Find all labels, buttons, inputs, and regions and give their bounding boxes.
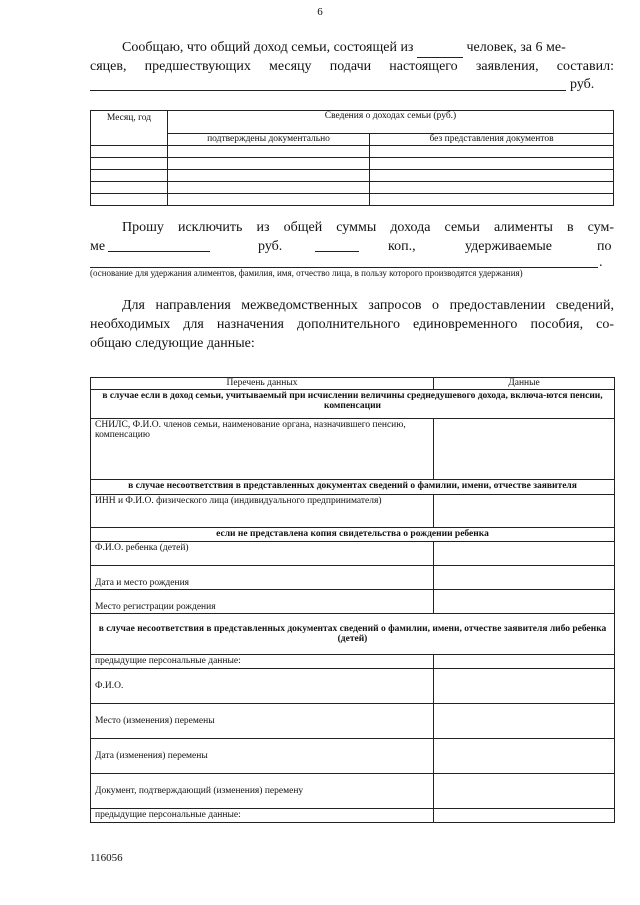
row-registration: Место регистрации рождения	[91, 590, 434, 614]
row-previous-data-2: предыдущие персональные данные:	[91, 809, 434, 823]
intro-rub: руб.	[570, 77, 595, 92]
row-previous-data-2-value	[434, 809, 615, 823]
income-sub-confirmed: подтверждены документально	[168, 134, 370, 146]
intro-line-2: сяцев, предшествующих месяцу подачи настоящего заявления, составил:	[90, 59, 614, 74]
alimony-kop: коп.,	[388, 239, 416, 254]
income-row	[91, 170, 614, 182]
income-col-info: Сведения о доходах семьи (руб.)	[168, 111, 614, 134]
footer-code: 116056	[90, 852, 123, 864]
income-col-month: Месяц, год	[91, 111, 168, 146]
row-change-date-value	[434, 739, 615, 774]
intro-line-1-end: человек, за 6 ме-	[466, 40, 566, 55]
row-change-document-value	[434, 774, 615, 809]
intro-line-1-start: Сообщаю, что общий доход семьи, состоящей из	[122, 40, 414, 55]
row-change-document: Документ, подтверждающий (изменения) перемену	[91, 774, 434, 809]
income-row	[91, 182, 614, 194]
alimony-line-1: Прошу исключить из общей суммы дохода семьи алименты в сум-	[122, 220, 614, 235]
income-table	[90, 110, 614, 206]
row-inn: ИНН и Ф.И.О. физического лица (индивидуального предпринимателя)	[91, 495, 434, 528]
section-applicant-child-mismatch: в случае несоответствия в представленных документах сведений о фамилии, имени, отчестве заявителя либо ребенка (детей)	[91, 614, 615, 655]
row-birth: Дата и место рождения	[91, 566, 434, 590]
page-number: 6	[317, 6, 323, 18]
row-registration-value	[434, 590, 615, 614]
row-change-place: Место (изменения) перемены	[91, 704, 434, 739]
section-pensions: в случае если в доход семьи, учитываемый при исчислении величины среднедушевого дохода, включа-ются пенсии, компенсации	[91, 390, 615, 419]
income-row	[91, 194, 614, 206]
row-inn-value	[434, 495, 615, 528]
income-row	[91, 158, 614, 170]
data-col-list: Перечень данных	[91, 378, 434, 390]
requests-line-3: общаю следующие данные:	[90, 336, 255, 351]
alimony-rub: руб.	[258, 239, 283, 254]
alimony-rub-blank	[108, 251, 210, 252]
income-sub-unconfirmed: без представления документов	[370, 134, 614, 146]
requests-line-1: Для направления межведомственных запросов о предоставлении сведений,	[122, 298, 614, 313]
row-birth-value	[434, 566, 615, 590]
intro-line-1	[122, 38, 614, 58]
row-previous-data-value	[434, 655, 615, 669]
row-fio-value	[434, 669, 615, 704]
alimony-me: ме	[90, 239, 106, 254]
alimony-withheld: удерживаемые	[465, 239, 552, 254]
row-child-name-value	[434, 542, 615, 566]
alimony-note: (основание для удержания алиментов, фамилия, имя, отчество лица, в пользу которого производятся удержания)	[90, 268, 523, 278]
row-snils: СНИЛС, Ф.И.О. членов семьи, наименование органа, назначившего пенсию, компенсацию	[91, 419, 434, 480]
data-col-data: Данные	[434, 378, 615, 390]
row-snils-value	[434, 419, 615, 480]
requests-line-2: необходимых для назначения дополнительного единовременного пособия, со-	[90, 317, 614, 332]
row-child-name: Ф.И.О. ребенка (детей)	[91, 542, 434, 566]
alimony-dot: .	[599, 255, 603, 270]
section-applicant-mismatch: в случае несоответствия в представленных документах сведений о фамилии, имени, отчестве заявителя	[91, 480, 615, 495]
row-previous-data: предыдущие персональные данные:	[91, 655, 434, 669]
income-row	[91, 146, 614, 158]
income-total-blank	[90, 90, 566, 91]
row-change-date: Дата (изменения) перемены	[91, 739, 434, 774]
row-fio: Ф.И.О.	[91, 669, 434, 704]
row-change-place-value	[434, 704, 615, 739]
alimony-kop-blank	[315, 251, 359, 252]
members-count-blank	[417, 38, 463, 58]
section-birth-certificate: если не представлена копия свидетельства о рождении ребенка	[91, 528, 615, 542]
alimony-po: по	[597, 239, 612, 254]
data-table	[90, 377, 615, 823]
